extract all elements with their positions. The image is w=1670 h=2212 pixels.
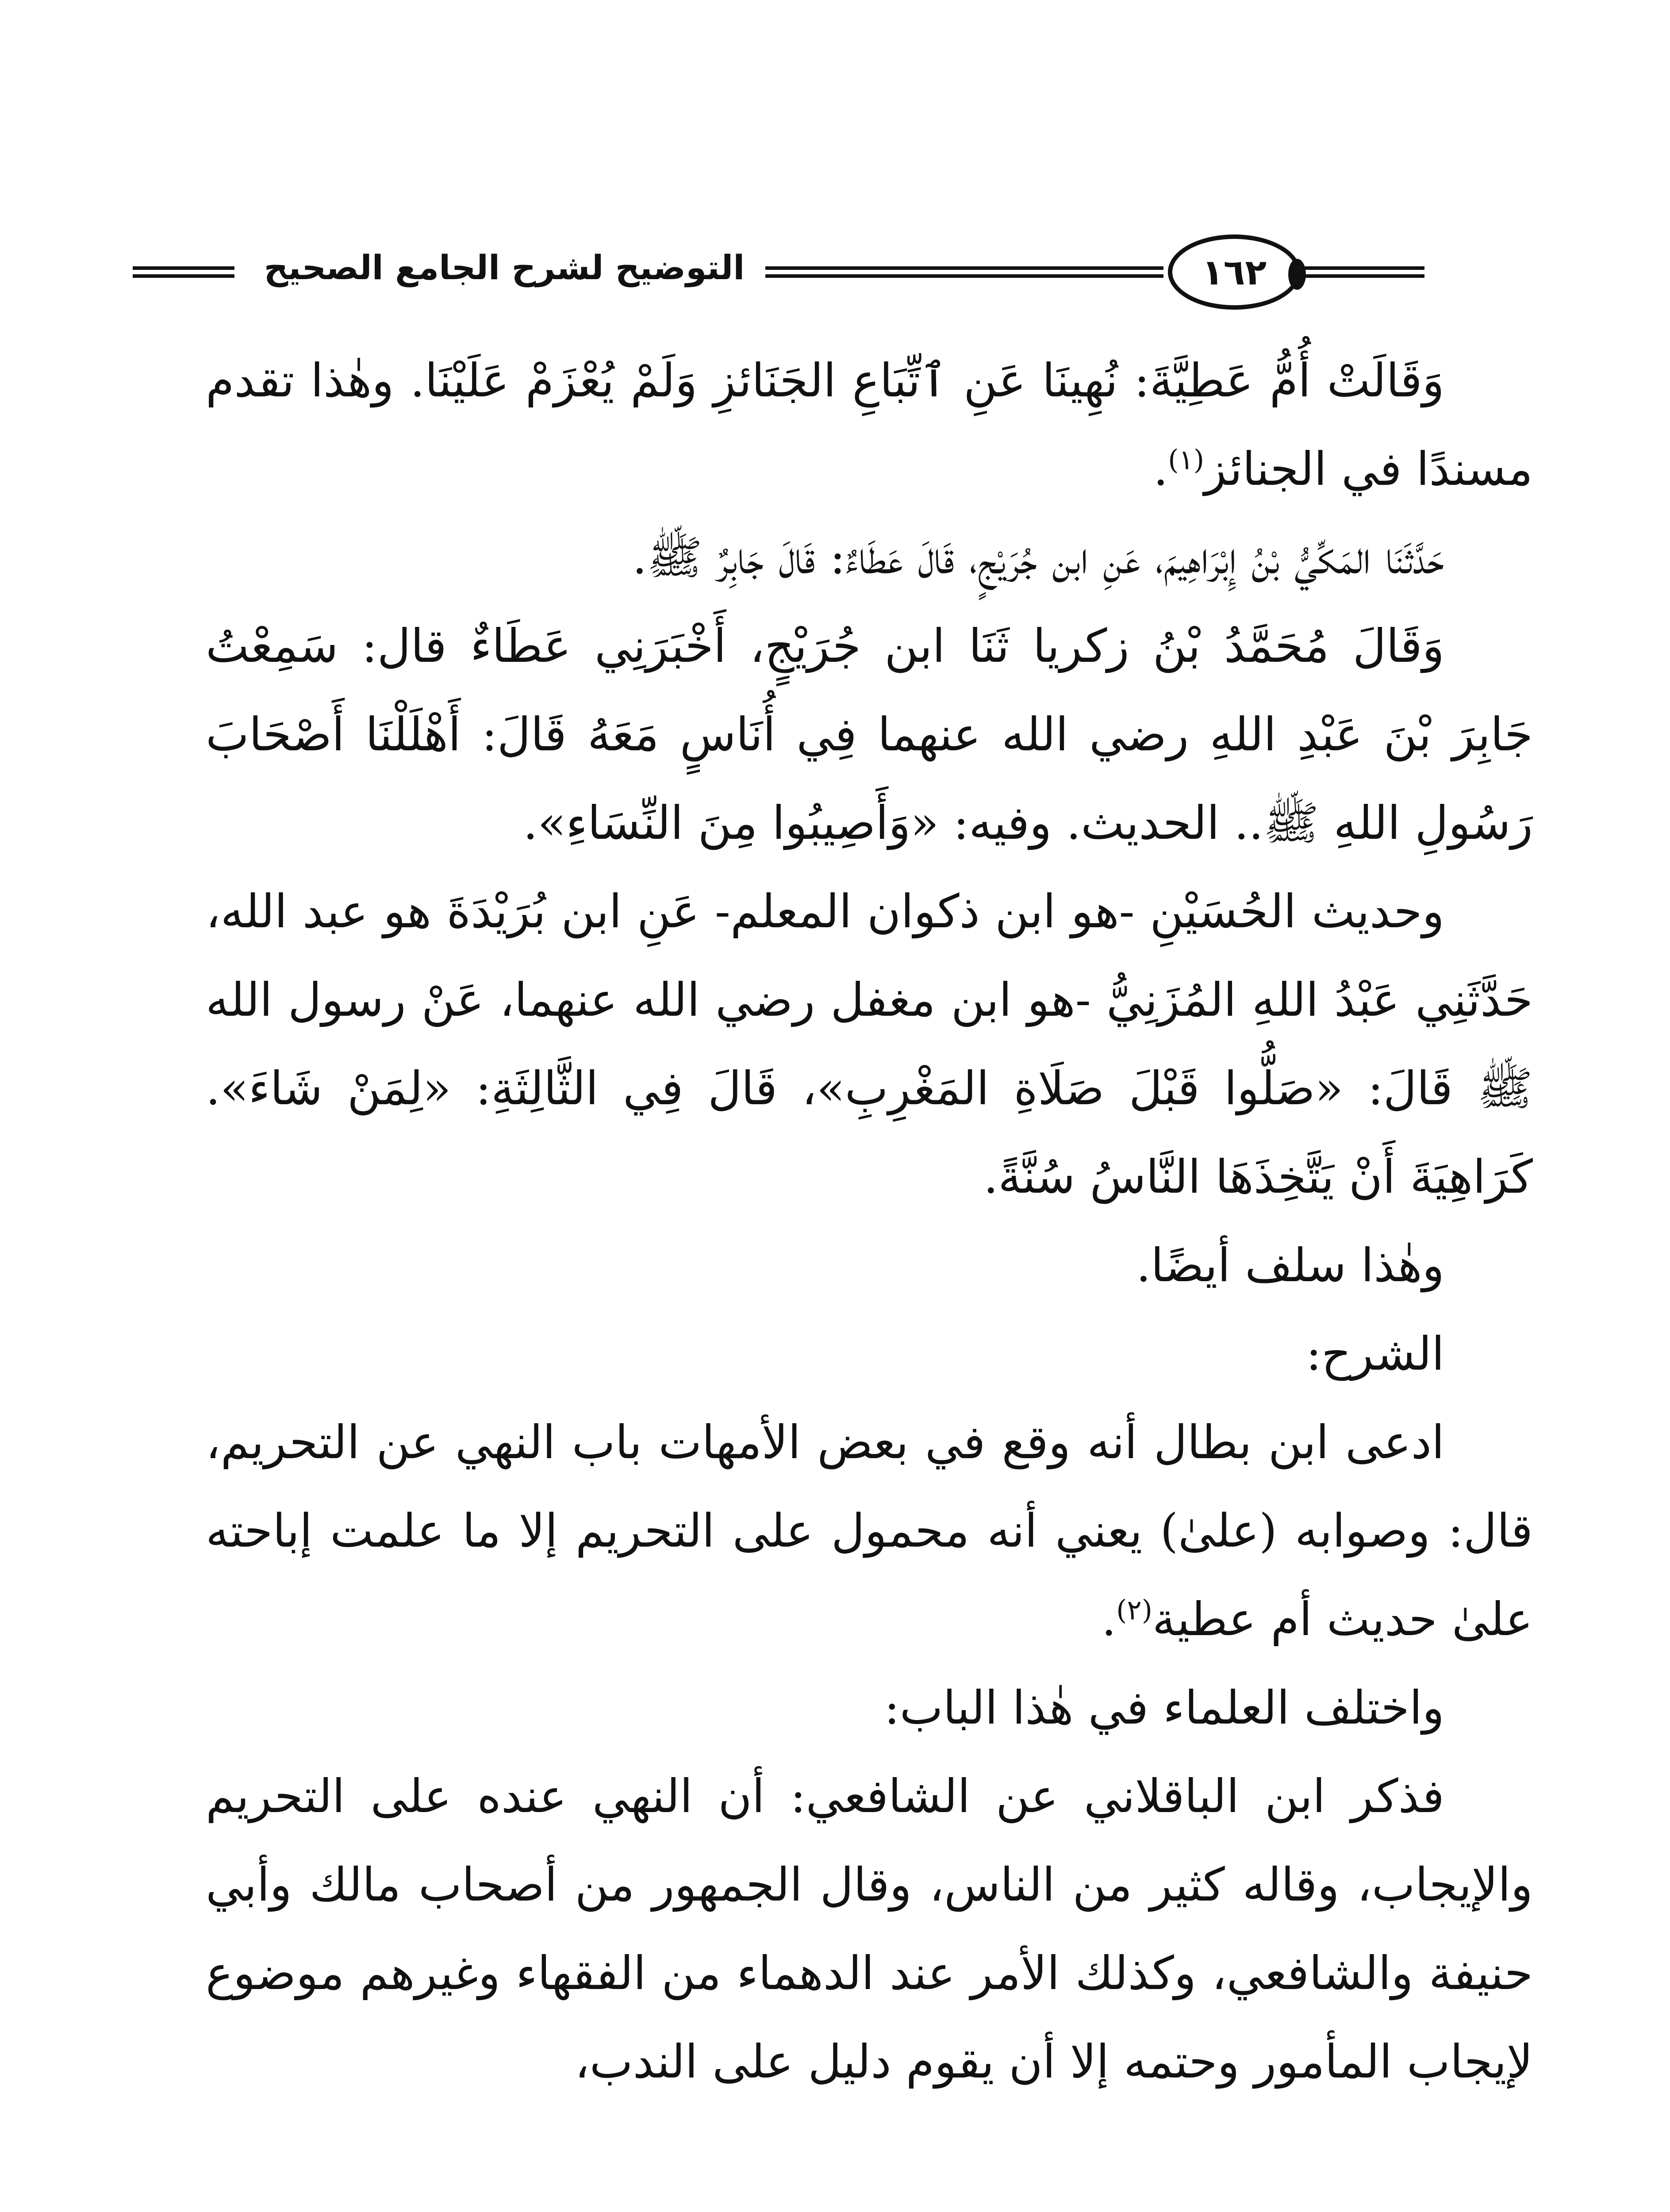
paragraph-1-text: وَقَالَتْ أُمُّ عَطِيَّةَ: نُهِينَا عَنِ ٱتِّبَاعِ الجَنَائزِ وَلَمْ يُعْزَمْ عَلَيْنَا. وهٰذا تقدم مسندًا في الجنائز bbox=[206, 353, 1533, 496]
paragraph-6-text: ادعى ابن بطال أنه وقع في بعض الأمهات باب النهي عن التحريم، قال: وصوابه (علىٰ) يعني أنه محمول على التحريم إلا ما علمت إباحته علىٰ حديث أم عطية bbox=[206, 1415, 1533, 1646]
running-title: التوضيح لشرح الجامع الصحيح bbox=[264, 248, 745, 287]
header-rule-middle bbox=[765, 266, 1163, 278]
paragraph-4: وحديث الحُسَيْنِ -هو ابن ذكوان المعلم- عَنِ ابن بُرَيْدَةَ هو عبد الله، حَدَّثَنِي عَبْدُ اللهِ المُزَنِيُّ -هو ابن مغفل رضي الله عنهما، عَنْ رسول الله ﷺ قَالَ: «صَلُّوا قَبْلَ صَلَاةِ المَغْرِبِ»، قَالَ فِي الثَّالِثَةِ: «لِمَنْ شَاءَ». كَرَاهِيَةَ أَنْ يَتَّخِذَهَا النَّاسُ سُنَّةً. bbox=[206, 884, 1533, 1204]
paragraph-8: فذكر ابن الباقلاني عن الشافعي: أن النهي عنده على التحريم والإيجاب، وقاله كثير من الناس، وقال الجمهور من أصحاب مالك وأبي حنيفة والشافعي، وكذلك الأمر عند الدهماء من الفقهاء وغيرهم موضوع لإيجاب المأمور وحتمه إلا أن يقوم دليل على الندب، bbox=[206, 1769, 1533, 2089]
section-heading-sharh: الشرح: bbox=[1306, 1327, 1444, 1381]
paragraph-7: واختلف العلماء في هٰذا الباب: bbox=[884, 1681, 1444, 1735]
header-rule-left bbox=[133, 266, 234, 278]
running-header bbox=[133, 234, 1460, 314]
paragraph-1-period: . bbox=[1153, 442, 1168, 496]
paragraph-6 bbox=[206, 1398, 1533, 1663]
paragraph-5: وهٰذا سلف أيضًا. bbox=[1136, 1238, 1444, 1292]
paragraph-2: حَدَّثَنَا المَكِّيُّ بْنُ إِبْرَاهِيمَ، عَنِ ابن جُرَيْجٍ، قَالَ عَطَاءٌ: قَالَ جَابِرٌ ﷺ. bbox=[632, 530, 1444, 584]
page-number: ١٦٢ bbox=[1202, 251, 1267, 293]
paragraph-1 bbox=[206, 336, 1533, 513]
body-text bbox=[206, 336, 1533, 2106]
page-number-ornament bbox=[1168, 234, 1301, 310]
paragraph-3: وَقَالَ مُحَمَّدُ بْنُ زكريا ثَنَا ابن جُرَيْجٍ، أَخْبَرَنِي عَطَاءٌ قال: سَمِعْتُ جَابِرَ بْنَ عَبْدِ اللهِ رضي الله عنهما فِي أُنَاسٍ مَعَهُ قَالَ: أَهْلَلْنَا أَصْحَابَ رَسُولِ اللهِ ﷺ.. الحديث. وفيه: «وَأَصِيبُوا مِنَ النِّسَاءِ». bbox=[206, 619, 1533, 850]
header-rule-right bbox=[1301, 266, 1424, 278]
footnote-ref-1[interactable]: (١) bbox=[1168, 443, 1205, 476]
footnote-ref-2[interactable]: (٢) bbox=[1116, 1594, 1152, 1626]
paragraph-6-period: . bbox=[1102, 1592, 1117, 1646]
